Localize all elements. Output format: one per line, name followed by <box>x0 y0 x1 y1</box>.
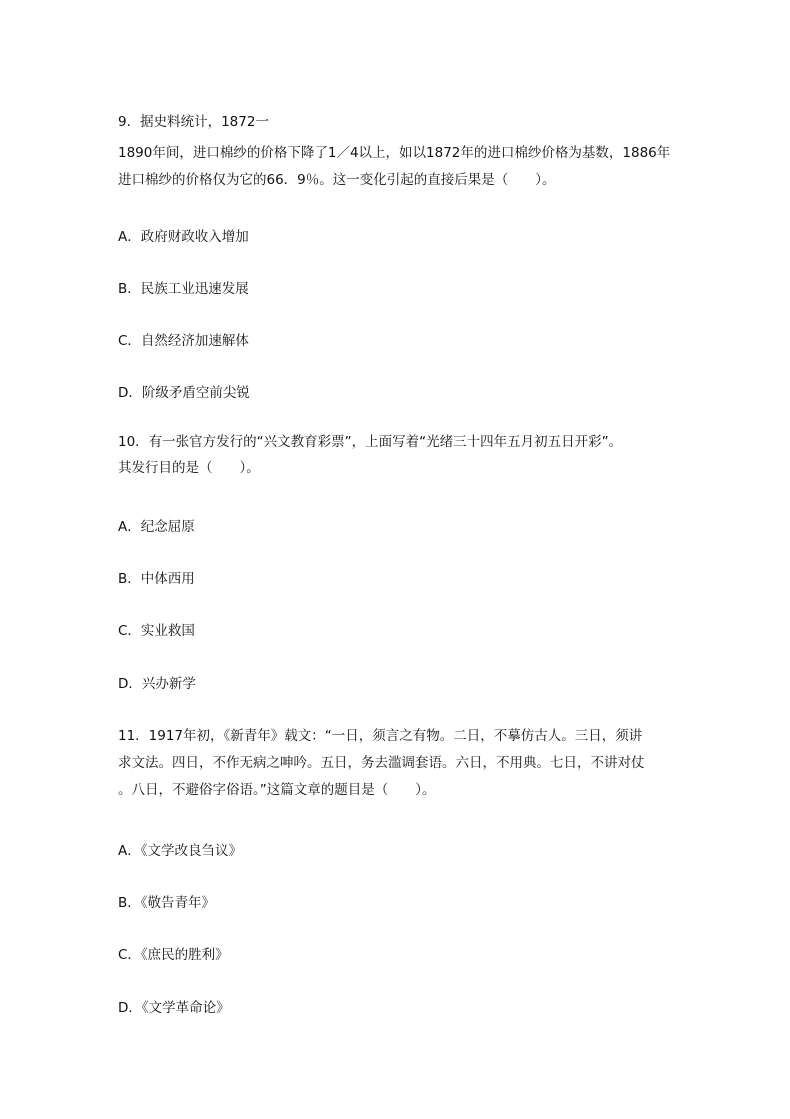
question-text: 其发行目的是（ ）。 <box>118 460 260 476</box>
question-text: 。八日，不避俗字俗语。”这篇文章的题目是（ ）。 <box>118 782 436 798</box>
question-text: 求文法。四日，不作无病之呻吟。五日，务去滥调套语。六日，不用典。七日，不讲对仗 <box>118 755 645 771</box>
option-b: B．民族工业迅速发展 <box>118 281 249 297</box>
question-text: 10．有一张官方发行的“兴文教育彩票”，上面写着“光绪三十四年五月初五日开彩”。 <box>118 434 623 450</box>
question-text: 进口棉纱的价格仅为它的66．9％。这一变化引起的直接后果是（ ）。 <box>118 172 556 188</box>
option-d: D．兴办新学 <box>118 676 196 692</box>
option-b: B．中体西用 <box>118 571 195 587</box>
question-text: 11．1917年初，《新青年》载文：“一日，须言之有物。二日，不摹仿古人。三日，须讲 <box>118 728 643 744</box>
option-d: D．阶级矛盾空前尖锐 <box>118 385 250 401</box>
option-a: A．政府财政收入增加 <box>118 229 249 245</box>
option-a: A．纪念屈原 <box>118 519 195 535</box>
option-b: B．《敬告青年》 <box>118 895 216 911</box>
option-c: C．《庶民的胜利》 <box>118 947 229 963</box>
option-a: A．《文学改良刍议》 <box>118 843 242 859</box>
question-text: 9．据史料统计，1872一 <box>118 114 269 130</box>
option-d: D．《文学革命论》 <box>118 1000 230 1016</box>
option-c: C．实业救国 <box>118 623 195 639</box>
question-text: 1890年间，进口棉纱的价格下降了1／4以上，如以1872年的进口棉纱价格为基数，1886年 <box>118 145 671 161</box>
option-c: C．自然经济加速解体 <box>118 333 249 349</box>
